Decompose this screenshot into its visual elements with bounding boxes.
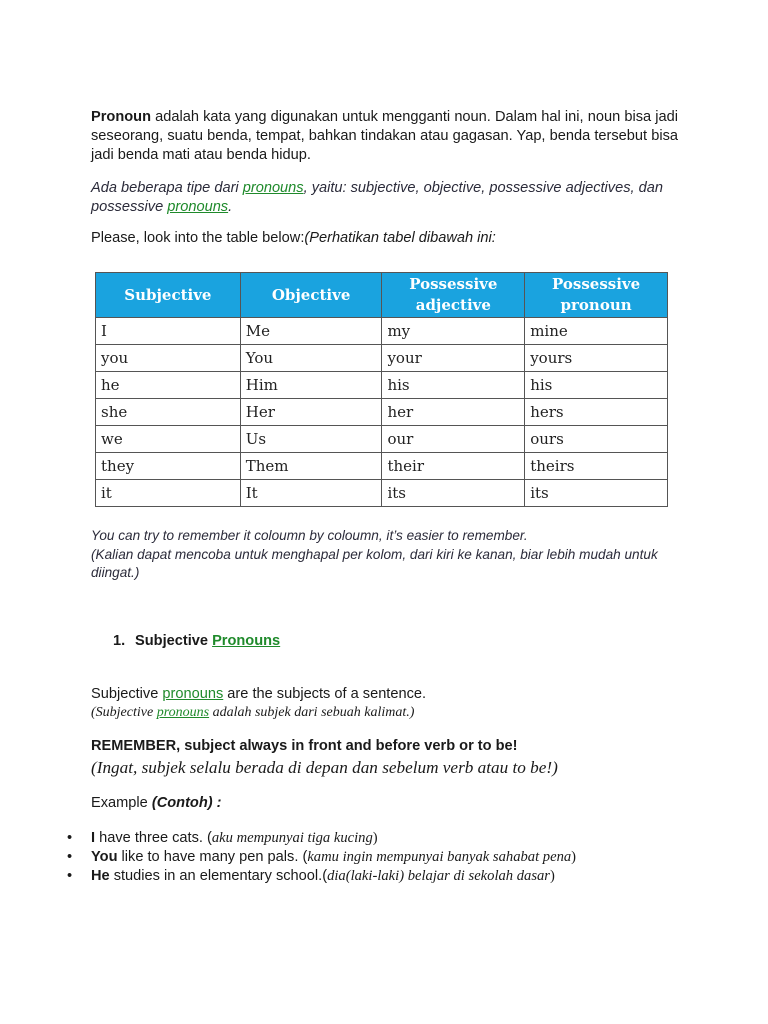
table-cell: its [382,480,525,507]
example-subject: You [91,849,118,865]
bullet-icon: • [67,830,73,846]
example-translation: kamu ingin mempunyai banyak sahabat pena [307,849,572,865]
example-subject: I [91,830,96,846]
table-row [96,345,668,372]
example-label-text: Example [91,795,152,811]
table-row [96,426,668,453]
example-label-translation: (Contoh) : [151,795,222,811]
pronouns-link[interactable]: pronouns [162,686,224,702]
table-cell: ours [525,426,668,453]
table-cell: his [382,372,525,399]
table-header-row [96,273,668,318]
types-text-1: Ada beberapa tipe dari [91,180,243,196]
section-title: Subjective [135,633,213,649]
subjective-text-2: are the subjects of a sentence. [223,686,427,702]
header-subjective: Subjective [96,273,241,318]
tip-line-2: (Kalian dapat mencoba untuk menghapal per kolom, dari kiri ke kanan, biar lebih mudah untuk diingat.) [91,546,658,580]
table-cell: Me [240,318,382,345]
subjective-text-1: Subjective [91,686,163,702]
table-cell: Her [240,399,382,426]
header-possessive-pronoun: Possessive pronoun [525,273,668,318]
pronouns-link[interactable]: pronouns [156,705,210,720]
list-item [67,848,576,867]
subjective-id-text-1: (Subjective [91,705,157,720]
table-cell: our [382,426,525,453]
section-heading [113,633,280,649]
tip-line-1: You can try to remember it coloumn by coloumn, it’s easier to remember. [91,528,528,543]
table-cell: its [525,480,668,507]
tip-paragraph [91,527,681,583]
table-cell: you [96,345,241,372]
table-row [96,372,668,399]
table-cell: his [525,372,668,399]
table-cell: Us [240,426,382,453]
table-cell: yours [525,345,668,372]
intro-text: adalah kata yang digunakan untuk mengganti noun. Dalam hal ini, noun bisa jadi seseorang, suatu benda, tempat, bahkan tindakan atau gagasan. Yap, benda tersebut bisa jadi benda mati atau benda hidup. [91,109,678,163]
table-cell: we [96,426,241,453]
remember-translation: (Ingat, subjek selalu berada di depan dan sebelum verb atau to be!) [91,758,558,777]
pronouns-link[interactable]: Pronouns [212,633,281,649]
list-item [67,867,576,886]
table-cell: Them [240,453,382,480]
intro-bold-term: Pronoun [91,109,151,125]
bullet-icon: • [67,868,73,884]
subjective-id-text-2: adalah subjek dari sebuah kalimat.) [209,705,415,720]
example-close: ) [372,830,378,846]
header-objective: Objective [240,273,382,318]
table-cell: their [382,453,525,480]
subjective-translation [91,705,414,721]
table-row [96,399,668,426]
table-cell: it [96,480,241,507]
remember-note: REMEMBER, subject always in front and before verb or to be! [91,738,518,754]
example-close: ) [571,849,577,865]
intro-paragraph [91,108,678,165]
example-close: ) [550,868,555,884]
table-cell: mine [525,318,668,345]
header-possessive-adjective: Possessive adjective [382,273,525,318]
bullet-icon: • [67,849,73,865]
example-list [67,829,576,886]
types-text-3: . [228,198,233,215]
example-text: have three cats. ( [95,830,212,846]
table-cell: theirs [525,453,668,480]
example-translation: dia(laki-laki) belajar di sekolah dasar [327,868,550,884]
types-paragraph [91,179,678,216]
pronoun-table [95,272,668,507]
table-cell: It [240,480,382,507]
table-cell: she [96,399,241,426]
example-text: studies in an elementary school.( [109,868,328,884]
list-item [67,829,576,848]
table-cell: Him [240,372,382,399]
table-cell: my [382,318,525,345]
pronouns-link[interactable]: pronouns [167,198,229,215]
table-cell: You [240,345,382,372]
pronouns-link[interactable]: pronouns [242,180,304,196]
table-cell: hers [525,399,668,426]
example-translation: aku mempunyai tiga kucing [211,830,373,846]
table-cell: they [96,453,241,480]
table-intro [91,230,496,246]
table-cell: he [96,372,241,399]
types-text-2: , yaitu: subjective, objective, possessive adjectives, dan possessive [91,180,663,215]
subjective-definition [91,686,426,702]
table-intro-text: Please, look into the table below: [91,230,305,246]
table-cell: your [382,345,525,372]
pronoun-table-wrap [95,272,668,506]
table-row [96,480,668,507]
table-cell: her [382,399,525,426]
example-subject: He [91,868,110,884]
section-number: 1. [113,633,126,649]
example-label [91,795,222,811]
table-row [96,453,668,480]
table-intro-translation: (Perhatikan tabel dibawah ini: [304,230,496,246]
table-row [96,318,668,345]
example-text: like to have many pen pals. ( [117,849,308,865]
table-cell: I [96,318,241,345]
